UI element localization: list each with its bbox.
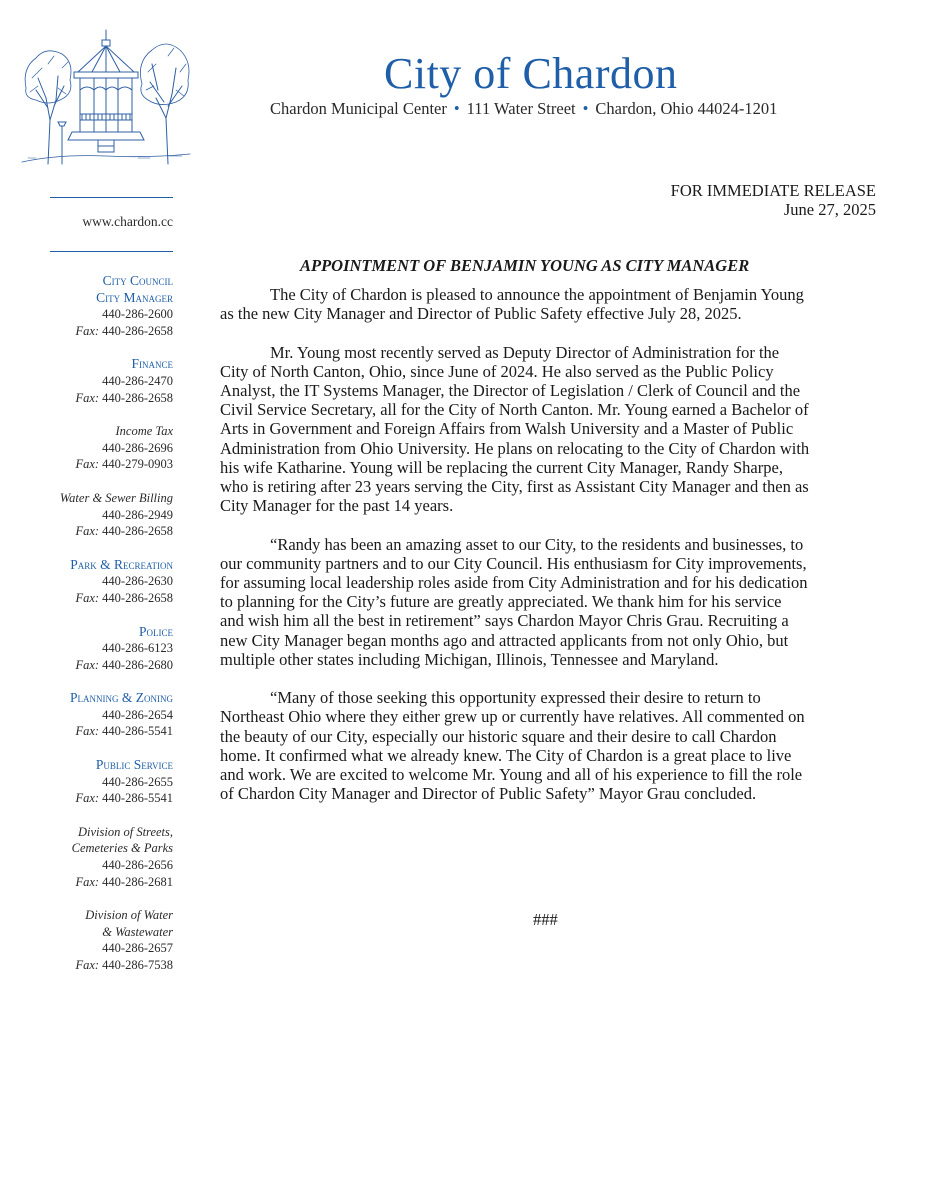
fax-label: Fax: xyxy=(75,524,100,539)
department-name: Planning & Zoning xyxy=(70,690,173,706)
department-fax xyxy=(3,590,173,607)
fax-number: 440-286-5541 xyxy=(102,791,173,806)
body-paragraph xyxy=(220,535,900,669)
paragraph-line: to planning for the City’s future are greatly appreciated. We thank him for his service xyxy=(220,592,782,612)
department-phone: 440-286-2630 xyxy=(102,574,173,589)
press-release-body xyxy=(220,285,900,823)
department-fax xyxy=(3,957,173,974)
fax-number: 440-279-0903 xyxy=(102,457,173,472)
paragraph-line: Analyst, the IT Systems Manager, the Director of Legislation / Clerk of Council and the xyxy=(220,381,801,400)
paragraph-line: home. It confirmed what we already knew. The City of Chardon is a great place to live xyxy=(220,745,792,765)
body-paragraph xyxy=(220,285,900,323)
department-fax xyxy=(3,456,173,473)
department-entry xyxy=(3,557,173,607)
paragraph-line: Civil Service Secretary, all for the City of North Canton. Mr. Young earned a Bachelor of xyxy=(220,400,809,420)
paragraph-line: The City of Chardon is pleased to announce the appointment of Benjamin Young xyxy=(270,285,804,304)
department-fax xyxy=(3,723,173,740)
department-name: Police xyxy=(138,623,173,639)
department-entry xyxy=(3,757,173,807)
department-entry xyxy=(3,356,173,406)
department-fax xyxy=(3,523,173,540)
paragraph-line: “Randy has been an amazing asset to our City, to the residents and businesses, to xyxy=(270,534,804,554)
department-phone: 440-286-2600 xyxy=(102,307,173,322)
department-phone: 440-286-6123 xyxy=(102,641,173,656)
fax-label: Fax: xyxy=(75,657,100,672)
gazebo-logo-icon xyxy=(18,28,194,166)
department-name: Cemeteries & Parks xyxy=(71,841,173,856)
press-release-headline: APPOINTMENT OF BENJAMIN YOUNG AS CITY MANAGER xyxy=(300,256,750,275)
paragraph-line: of Chardon City Manager and Director of Public Safety” Mayor Grau concluded. xyxy=(220,784,757,804)
bullet-separator: • xyxy=(453,99,460,118)
department-phone: 440-286-2656 xyxy=(102,858,173,873)
department-phone: 440-286-2696 xyxy=(102,440,173,455)
department-name: Water & Sewer Billing xyxy=(59,490,173,505)
department-phone: 440-286-2470 xyxy=(102,373,173,388)
fax-number: 440-286-2658 xyxy=(102,524,173,539)
department-phone: 440-286-2655 xyxy=(102,774,173,789)
body-paragraph xyxy=(220,343,900,516)
fax-number: 440-286-2658 xyxy=(102,590,173,605)
sidebar-divider xyxy=(50,197,173,198)
paragraph-line: Northeast Ohio where they either grew up or currently have relatives. All commented on xyxy=(220,707,805,727)
department-entry xyxy=(3,423,173,473)
fax-number: 440-286-2680 xyxy=(102,657,173,672)
department-entry xyxy=(3,907,173,973)
paragraph-line: for assuming local leadership roles aside from City Administration and for his dedication xyxy=(220,573,808,593)
fax-number: 440-286-2658 xyxy=(102,323,173,338)
body-paragraph xyxy=(220,688,900,803)
fax-number: 440-286-2658 xyxy=(102,390,173,405)
end-mark: ### xyxy=(533,910,558,929)
department-fax xyxy=(3,323,173,340)
bullet-separator: • xyxy=(582,99,589,118)
department-entry xyxy=(3,624,173,674)
fax-number: 440-286-5541 xyxy=(102,724,173,739)
fax-label: Fax: xyxy=(75,724,100,739)
department-name: Division of Water xyxy=(85,908,173,923)
website-link[interactable]: www.chardon.cc xyxy=(82,214,173,229)
department-entry xyxy=(3,273,173,339)
department-name: City Council xyxy=(102,273,173,288)
department-name: Division of Streets, xyxy=(77,824,173,839)
department-fax xyxy=(3,874,173,891)
fax-label: Fax: xyxy=(75,323,100,338)
department-entry xyxy=(3,490,173,540)
fax-label: Fax: xyxy=(75,390,100,405)
paragraph-line: “Many of those seeking this opportunity expressed their desire to return to xyxy=(270,688,761,708)
paragraph-line: new City Manager began months ago and attracted applicants from not only Ohio, but xyxy=(220,630,789,650)
department-name: Finance xyxy=(131,356,173,372)
department-entry xyxy=(3,824,173,890)
paragraph-line: our community partners and to our City Council. His enthusiasm for City improvements, xyxy=(220,553,807,573)
fax-label: Fax: xyxy=(75,958,100,972)
fax-number: 440-286-2681 xyxy=(102,874,173,889)
department-phone: 440-286-2654 xyxy=(102,707,173,722)
paragraph-line: Mr. Young most recently served as Deputy Director of Administration for the xyxy=(270,342,780,362)
fax-number: 440-286-7538 xyxy=(102,958,173,972)
department-name: City Manager xyxy=(96,289,173,305)
paragraph-line: and wish him all the best in retirement” says Chardon Mayor Chris Grau. Recruiting a xyxy=(220,611,789,631)
paragraph-line: City Manager for the past 14 years. xyxy=(220,496,454,516)
paragraph-line: Administration from Ohio University. He plans on relocating to the City of Chardon with xyxy=(220,438,810,458)
release-label: FOR IMMEDIATE RELEASE xyxy=(670,181,876,200)
department-fax xyxy=(3,390,173,407)
release-date: June 27, 2025 xyxy=(783,200,876,219)
department-name: Public Service xyxy=(95,757,173,773)
fax-label: Fax: xyxy=(75,874,100,889)
letterhead-address xyxy=(270,99,777,119)
department-fax xyxy=(3,657,173,674)
paragraph-line: who is retiring after 23 years serving the City, first as Assistant City Manager and then as xyxy=(220,477,809,497)
paragraph-line: multiple other states including Michigan, Illinois, Tennessee and Maryland. xyxy=(220,649,719,669)
department-name: Park & Recreation xyxy=(70,556,173,572)
department-name: & Wastewater xyxy=(102,924,173,939)
department-entry xyxy=(3,690,173,740)
fax-label: Fax: xyxy=(75,457,100,472)
fax-label: Fax: xyxy=(75,590,100,605)
fax-label: Fax: xyxy=(75,791,100,806)
paragraph-line: Arts in Government and Foreign Affairs from Walsh University and a Master of Public xyxy=(220,419,794,439)
sidebar-divider xyxy=(50,251,173,252)
department-fax xyxy=(3,790,173,807)
letterhead-title: City of Chardon xyxy=(384,49,678,98)
paragraph-line: the beauty of our City, especially our historic square and their desire to call Chardon xyxy=(220,726,777,746)
address-part: Chardon Municipal Center xyxy=(270,99,447,118)
paragraph-line: as the new City Manager and Director of Public Safety effective July 28, 2025. xyxy=(220,304,742,324)
paragraph-line: and work. We are excited to welcome Mr. Young and all of his experience to fill the role xyxy=(220,765,803,785)
address-part: Chardon, Ohio 44024-1201 xyxy=(595,99,778,118)
paragraph-line: his wife Katharine. Young will be replacing the current City Manager, Randy Sharpe, xyxy=(220,457,783,477)
paragraph-line: City of North Canton, Ohio, since June of 2024. He also served as the Public Policy xyxy=(220,361,774,381)
department-phone: 440-286-2657 xyxy=(102,941,173,956)
department-directory xyxy=(3,273,173,991)
department-phone: 440-286-2949 xyxy=(102,507,173,522)
release-header xyxy=(671,181,876,219)
address-part: 111 Water Street xyxy=(466,99,576,118)
department-name: Income Tax xyxy=(115,424,173,439)
